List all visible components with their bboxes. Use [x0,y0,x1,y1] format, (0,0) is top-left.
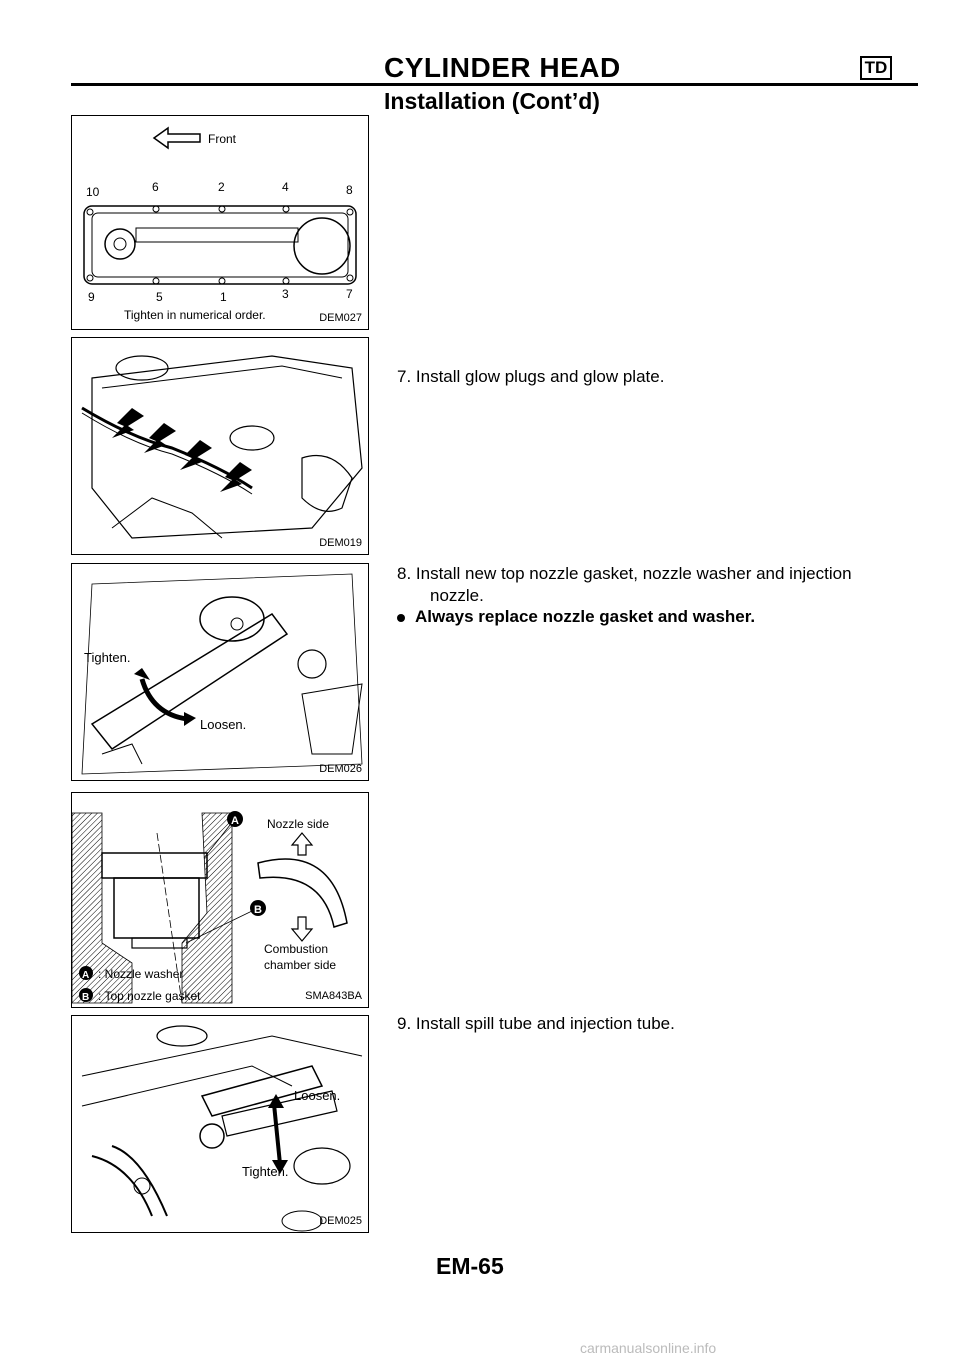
legend-b-text: : Top nozzle gasket [98,989,201,1003]
section-title: CYLINDER HEAD [384,52,621,83]
front-arrow-icon [154,128,200,148]
combustion-label: Combustion [264,942,329,956]
bolt-number: 4 [282,180,289,194]
front-label: Front [208,132,237,146]
step-text: 9. Install spill tube and injection tube. [397,1014,675,1033]
figure-glow-plugs [71,337,369,555]
figure-spill-tube [71,1015,369,1233]
bolt-number: 3 [282,287,289,301]
figure-caption: Tighten in numerical order. [124,308,266,322]
watermark: carmanualsonline.info [580,1340,717,1356]
loosen-label: Loosen. [294,1088,341,1103]
bolt-number: 5 [156,290,163,304]
loosen-label: Loosen. [200,717,247,732]
bolt-number: 9 [88,290,95,304]
bullet-icon [397,614,405,622]
figure-tightening-order [71,115,369,330]
marker-a: A [231,815,239,827]
arrow-up-icon [292,833,312,855]
page-number: EM-65 [436,1253,504,1279]
rotate-arrow-icon [274,1104,280,1164]
rocker-cover-outline [84,206,356,284]
nozzle-wrench-illustration [72,564,369,781]
figure-code: DEM025 [319,1215,362,1227]
step-7 [397,366,897,388]
filler-cap-shape [116,356,168,380]
note-text: Always replace nozzle gasket and washer. [415,607,756,626]
figure-code: DEM027 [319,312,362,324]
section-subtitle: Installation (Cont’d) [384,88,600,114]
nozzle-washer-shape [102,853,207,878]
nozzle-body-shape [114,878,199,938]
spill-tube-illustration [72,1016,369,1233]
wrench-handle [92,614,287,749]
figure-nozzle-gasket [71,792,369,1008]
oil-cap-shape [105,229,135,259]
legend-marker-a: A [82,970,90,981]
bolt-number: 7 [346,287,353,301]
step-text: 8. Install new top nozzle gasket, nozzle washer and injection nozzle. [397,564,852,605]
header-rule [71,83,918,86]
tighten-label: Tighten. [84,650,131,665]
figure-code: SMA843BA [305,990,362,1002]
arrow-down-icon [292,917,312,941]
bolt-number: 2 [218,180,225,194]
engine-badge: TD [860,56,892,80]
figure-nozzle-wrench [71,563,369,781]
rocker-cover-diagram [72,116,369,330]
legend-a-text: : Nozzle washer [98,967,184,981]
arrow-icon [180,440,212,470]
glow-plug-illustration [72,338,369,555]
bolt-number: 1 [220,290,227,304]
top-nozzle-gasket-shape [132,938,187,948]
bolt-number: 10 [86,185,100,199]
rotate-arrow-icon [142,679,187,719]
figure-code: DEM019 [319,537,362,549]
chamber-side-label: chamber side [264,958,337,972]
bolt-number: 8 [346,183,353,197]
bolt-number: 6 [152,180,159,194]
step-text: 7. Install glow plugs and glow plate. [397,367,665,386]
legend-marker-b: B [82,992,90,1003]
tighten-label: Tighten. [242,1164,289,1179]
step-9 [397,1013,897,1035]
breather-shape [294,218,350,274]
rocker-cover-inner [92,213,348,277]
step-8-note [397,607,755,627]
ratchet-head [200,597,264,641]
step-8 [397,563,897,607]
figure-code: DEM026 [319,763,362,775]
marker-b: B [254,904,262,916]
nozzle-gasket-diagram [72,793,369,1008]
nozzle-side-label: Nozzle side [267,817,330,831]
arrow-icon [220,462,252,492]
